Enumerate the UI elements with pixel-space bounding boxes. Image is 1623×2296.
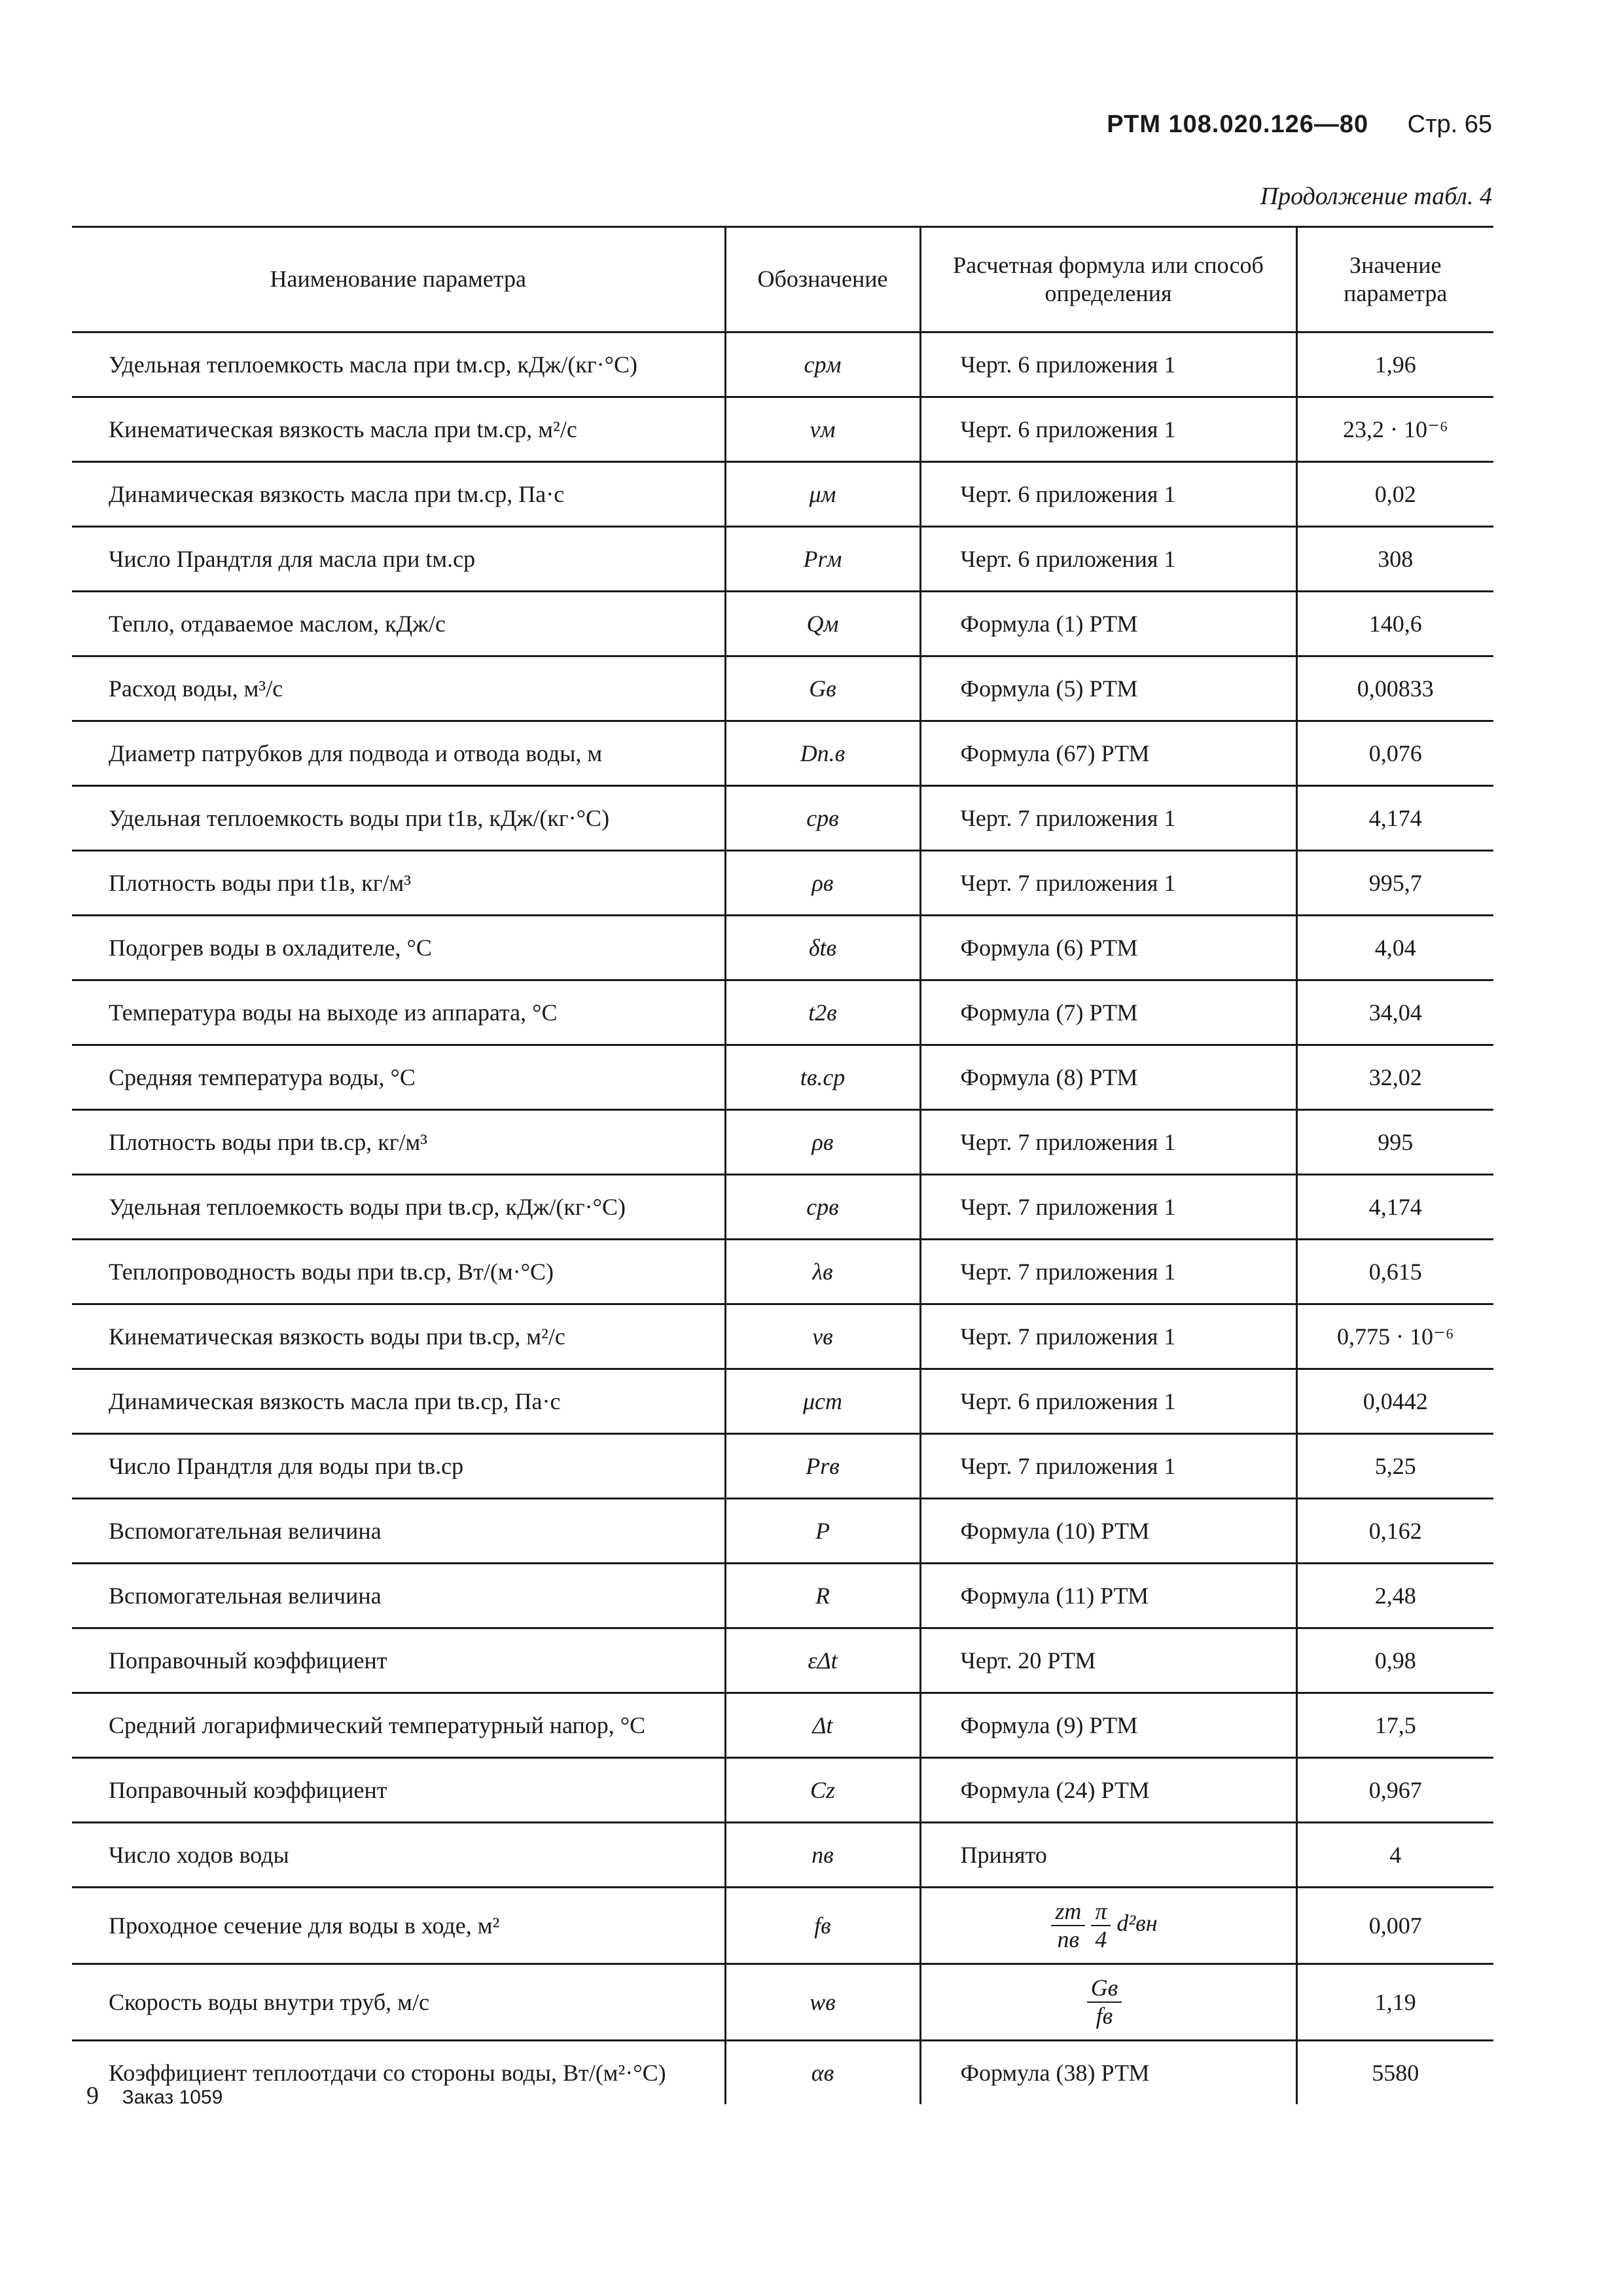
calculation-method: Формула (9) РТМ [920,1693,1296,1758]
parameter-value: 1,96 [1296,332,1493,397]
table-row [72,1964,1493,2041]
table-row [72,1369,1493,1434]
parameter-symbol: R [725,1564,920,1628]
parameter-symbol: tв.ср [725,1045,920,1110]
table-row [72,1499,1493,1564]
calculation-method: Формула (7) РТМ [920,980,1296,1045]
table-row [72,1693,1493,1758]
table-row [72,786,1493,851]
calculation-method: Формула (24) РТМ [920,1758,1296,1823]
parameter-value: 0,00833 [1296,656,1493,721]
parameter-value: 140,6 [1296,592,1493,656]
parameter-symbol: Cz [725,1758,920,1823]
parameter-name: Средняя температура воды, °С [72,1045,725,1110]
parameter-value: 1,19 [1296,1964,1493,2041]
parameter-symbol: Prм [725,527,920,592]
table-row [72,462,1493,527]
calculation-method: Черт. 7 приложения 1 [920,786,1296,851]
parameter-symbol: Δt [725,1693,920,1758]
parameter-value: 5580 [1296,2041,1493,2105]
calculation-method: Формула (67) РТМ [920,721,1296,786]
table-row [72,980,1493,1045]
calculation-method: Черт. 6 приложения 1 [920,1369,1296,1434]
table-row [72,1240,1493,1304]
calculation-method [920,1888,1296,1964]
calculation-method: Черт. 7 приложения 1 [920,851,1296,916]
parameter-name: Кинематическая вязкость масла при tм.ср, м²/с [72,397,725,462]
parameter-symbol: αв [725,2041,920,2105]
calculation-method: Черт. 20 РТМ [920,1628,1296,1693]
calculation-method: Черт. 7 приложения 1 [920,1434,1296,1499]
parameter-value: 0,0442 [1296,1369,1493,1434]
parameter-name: Поправочный коэффициент [72,1758,725,1823]
column-header-symbol: Обозначение [725,227,920,332]
calculation-method: Черт. 7 приложения 1 [920,1175,1296,1240]
formula-numerator: zт [1051,1898,1085,1926]
parameter-symbol: fв [725,1888,920,1964]
calculation-method: Черт. 6 приложения 1 [920,332,1296,397]
parameter-value: 0,02 [1296,462,1493,527]
table-row [72,1628,1493,1693]
parameter-value: 0,007 [1296,1888,1493,1964]
parameter-symbol: νм [725,397,920,462]
formula-denominator: 4 [1095,1926,1107,1952]
parameter-value: 995 [1296,1110,1493,1175]
table-row [72,1823,1493,1888]
table-row [72,916,1493,980]
calculation-method: Формула (11) РТМ [920,1564,1296,1628]
parameter-name: Число Прандтля для воды при tв.ср [72,1434,725,1499]
calculation-method [920,1964,1296,2041]
calculation-method: Черт. 6 приложения 1 [920,527,1296,592]
formula-denominator: nв [1057,1926,1080,1952]
parameter-value: 308 [1296,527,1493,592]
document-code: РТМ 108.020.126—80 [1107,111,1369,138]
parameter-name: Теплопроводность воды при tв.ср, Вт/(м·°С) [72,1240,725,1304]
parameter-symbol: P [725,1499,920,1564]
parameter-name: Тепло, отдаваемое маслом, кДж/с [72,592,725,656]
calculation-method: Формула (1) РТМ [920,592,1296,656]
table-row [72,1175,1493,1240]
parameter-value: 17,5 [1296,1693,1493,1758]
parameter-name: Проходное сечение для воды в ходе, м² [72,1888,725,1964]
formula-tail: d²вн [1116,1910,1158,1937]
parameter-symbol: δtв [725,916,920,980]
formula-numerator: Gв [1087,1975,1122,2003]
table-row [72,1758,1493,1823]
parameter-name: Вспомогательная величина [72,1564,725,1628]
parameter-symbol: Gв [725,656,920,721]
calculation-method: Черт. 7 приложения 1 [920,1240,1296,1304]
parameter-symbol: nв [725,1823,920,1888]
parameter-symbol: λв [725,1240,920,1304]
parameter-symbol: cpв [725,786,920,851]
parameter-name: Поправочный коэффициент [72,1628,725,1693]
parameter-value: 32,02 [1296,1045,1493,1110]
table-row [72,592,1493,656]
parameter-symbol: εΔt [725,1628,920,1693]
calculation-method: Формула (38) РТМ [920,2041,1296,2105]
parameter-name: Плотность воды при t1в, кг/м³ [72,851,725,916]
table-body [72,332,1493,2105]
parameter-symbol: cpм [725,332,920,397]
table-row [72,2041,1493,2105]
parameter-symbol: ρв [725,1110,920,1175]
order-number: Заказ 1059 [122,2087,223,2108]
parameters-table [72,226,1493,2104]
parameter-name: Расход воды, м³/с [72,656,725,721]
calculation-method: Формула (10) РТМ [920,1499,1296,1564]
table-row [72,1045,1493,1110]
parameter-value: 995,7 [1296,851,1493,916]
calculation-method: Принято [920,1823,1296,1888]
parameter-value: 0,162 [1296,1499,1493,1564]
parameter-name: Кинематическая вязкость воды при tв.ср, м²/с [72,1304,725,1369]
table-row [72,1564,1493,1628]
parameter-name: Диаметр патрубков для подвода и отвода воды, м [72,721,725,786]
table-row [72,1304,1493,1369]
parameter-name: Подогрев воды в охладителе, °С [72,916,725,980]
parameter-symbol: cpв [725,1175,920,1240]
parameter-value: 4 [1296,1823,1493,1888]
parameter-symbol: Qм [725,592,920,656]
parameter-name: Плотность воды при tв.ср, кг/м³ [72,1110,725,1175]
parameter-symbol: Dп.в [725,721,920,786]
formula-denominator: fв [1096,2003,1113,2029]
parameter-value: 0,98 [1296,1628,1493,1693]
table-row [72,527,1493,592]
page-header [1107,110,1492,139]
parameter-symbol: Prв [725,1434,920,1499]
parameter-name: Коэффициент теплоотдачи со стороны воды, Вт/(м²·°С) [109,2060,666,2086]
parameter-symbol: wв [725,1964,920,2041]
sheet-number: 9 [86,2082,99,2109]
parameter-name: Температура воды на выходе из аппарата, °С [72,980,725,1045]
parameter-name: Удельная теплоемкость воды при t1в, кДж/(кг·°С) [72,786,725,851]
parameter-name: Число ходов воды [72,1823,725,1888]
parameter-symbol: μст [725,1369,920,1434]
parameter-name: Вспомогательная величина [72,1499,725,1564]
calculation-method: Черт. 6 приложения 1 [920,462,1296,527]
parameter-name: Динамическая вязкость масла при tв.ср, Па·с [72,1369,725,1434]
page-footer [86,2081,223,2110]
calculation-method: Формула (8) РТМ [920,1045,1296,1110]
parameter-name: Удельная теплоемкость воды при tв.ср, кДж/(кг·°С) [72,1175,725,1240]
calculation-method: Черт. 6 приложения 1 [920,397,1296,462]
parameter-symbol: μм [725,462,920,527]
column-header-method: Расчетная формула или способ определения [920,227,1296,332]
parameter-name: Динамическая вязкость масла при tм.ср, Па·с [72,462,725,527]
formula-numerator: π [1091,1898,1111,1926]
formula-water-velocity [1087,1975,1122,2030]
table-header-row [72,227,1493,332]
calculation-method: Черт. 7 приложения 1 [920,1110,1296,1175]
parameter-name: Скорость воды внутри труб, м/с [72,1964,725,2041]
parameter-symbol: ρв [725,851,920,916]
parameter-value: 0,967 [1296,1758,1493,1823]
table-row [72,332,1493,397]
table-row [72,1110,1493,1175]
table-row [72,656,1493,721]
parameter-value: 34,04 [1296,980,1493,1045]
calculation-method: Формула (6) РТМ [920,916,1296,980]
page-number: Стр. 65 [1407,111,1492,138]
calculation-method: Черт. 7 приложения 1 [920,1304,1296,1369]
parameter-name: Удельная теплоемкость масла при tм.ср, кДж/(кг·°С) [72,332,725,397]
parameter-symbol: νв [725,1304,920,1369]
parameter-value: 4,04 [1296,916,1493,980]
table-row [72,851,1493,916]
table-continuation-label: Продолжение табл. 4 [1260,183,1492,210]
table-row [72,397,1493,462]
parameter-value: 0,076 [1296,721,1493,786]
parameter-value: 5,25 [1296,1434,1493,1499]
calculation-method: Формула (5) РТМ [920,656,1296,721]
parameter-name: Число Прандтля для масла при tм.ср [72,527,725,592]
column-header-value: Значение параметра [1296,227,1493,332]
parameter-value: 2,48 [1296,1564,1493,1628]
table-row [72,1888,1493,1964]
parameter-value: 0,775 · 10⁻⁶ [1296,1304,1493,1369]
table-row [72,1434,1493,1499]
parameter-value: 4,174 [1296,786,1493,851]
parameter-symbol: t2в [725,980,920,1045]
parameter-name: Средний логарифмический температурный напор, °С [72,1693,725,1758]
formula-flow-area [1051,1897,1158,1952]
parameter-value: 4,174 [1296,1175,1493,1240]
parameter-value: 0,615 [1296,1240,1493,1304]
parameter-value: 23,2 · 10⁻⁶ [1296,397,1493,462]
column-header-name: Наименование параметра [72,227,725,332]
table-row [72,721,1493,786]
